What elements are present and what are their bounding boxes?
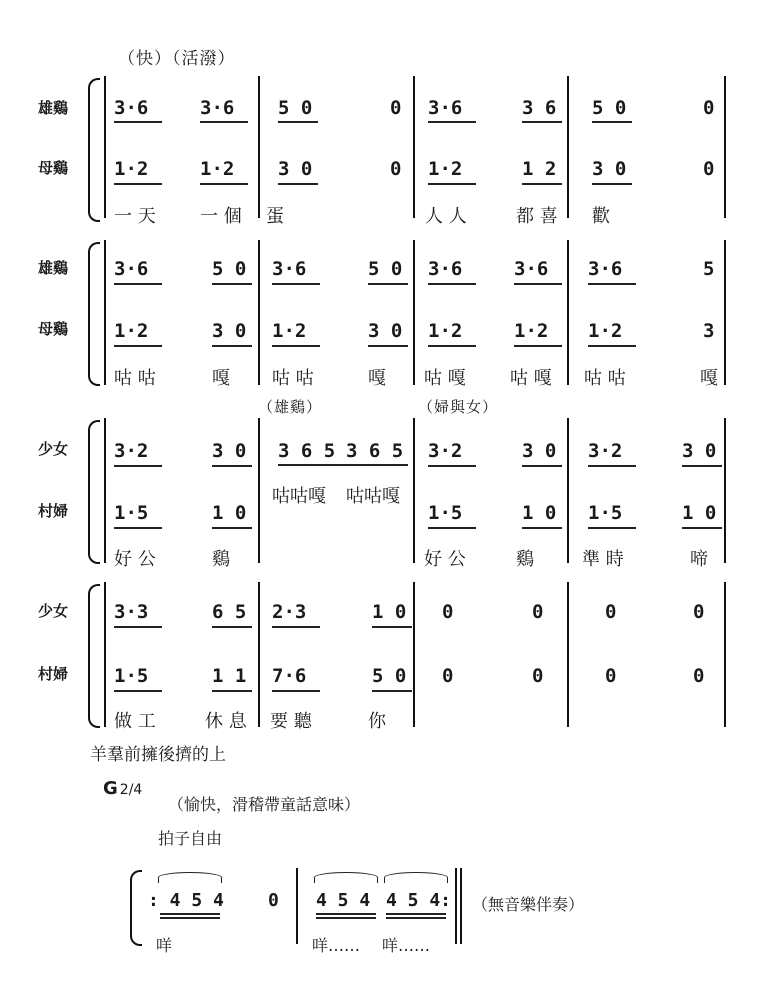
note-group: 3·6 (114, 258, 149, 280)
section-label-rooster: （雄鷄） (258, 398, 323, 416)
beam-underline (272, 626, 320, 628)
beam-underline (428, 121, 476, 123)
note-group: 1·5 (588, 502, 623, 524)
beam-underline (372, 690, 412, 692)
barline (258, 76, 260, 218)
lyric: 咕 咕 (272, 368, 314, 389)
beam-underline (114, 690, 162, 692)
beam-underline (200, 121, 248, 123)
stage-direction: 羊羣前擁後擠的上 (90, 745, 226, 765)
barline (258, 582, 260, 727)
lyric: 咩…… (312, 936, 361, 955)
system-brace-2 (88, 242, 100, 386)
beam-underline (272, 345, 320, 347)
note-group: 1·2 (428, 158, 463, 180)
beam-underline (160, 917, 220, 919)
beam-underline (588, 345, 636, 347)
note-group: 1 2 (522, 158, 557, 180)
lyric: 咩 (156, 936, 173, 955)
note-group: 3·6 (428, 97, 463, 119)
note-group: 5 0 (212, 258, 247, 280)
lyric: 做 工 (114, 711, 156, 732)
time-signature: 2/4 (119, 782, 143, 798)
note-group: 1·2 (200, 158, 235, 180)
note-group: 0 (442, 665, 454, 687)
beam-underline (386, 917, 446, 919)
lyric: 人 人 (425, 206, 467, 227)
slur (384, 872, 448, 883)
note-group: 3·2 (114, 440, 149, 462)
note-group: 3 6 5 (278, 440, 336, 462)
lyric: 咕 嘎 (510, 368, 552, 389)
note-group: 1·2 (428, 320, 463, 342)
slur (314, 872, 378, 883)
note-group: 0 (532, 665, 544, 687)
barline (104, 240, 106, 385)
note-group: 4 5 4: (386, 890, 452, 911)
voice-label-hen: 母鷄 (38, 159, 69, 177)
note-group: 1·2 (114, 158, 149, 180)
lyric: 都 喜 (516, 206, 558, 227)
note-group: 5 (703, 258, 715, 280)
note-group: 1·2 (114, 320, 149, 342)
barline (413, 418, 415, 563)
voice-label-girl: 少女 (38, 602, 69, 620)
note-group: 4 5 4 (316, 890, 371, 911)
lyric: 休 息 (205, 711, 247, 732)
barline (460, 868, 462, 944)
note-group: 3·2 (428, 440, 463, 462)
note-group: 1 0 (522, 502, 557, 524)
system-brace-5 (130, 870, 142, 946)
barline (258, 240, 260, 385)
lyric: 歡 (592, 206, 610, 227)
system-brace-1 (88, 78, 100, 222)
beam-underline (588, 283, 636, 285)
lyric: 咕 嘎 (424, 368, 466, 389)
beam-underline (278, 464, 408, 466)
beam-underline (278, 183, 318, 185)
beam-underline (428, 527, 476, 529)
beam-underline (114, 121, 162, 123)
note-group: 5 0 (278, 97, 313, 119)
barline (567, 240, 569, 385)
beam-underline (588, 527, 636, 529)
barline (567, 582, 569, 727)
lyric: 啼 (690, 549, 708, 570)
note-group: 1·2 (588, 320, 623, 342)
note-group: 3·6 (514, 258, 549, 280)
beam-underline (428, 465, 476, 467)
beam-underline (114, 626, 162, 628)
lyric: 咕咕嘎 (346, 486, 400, 507)
barline (104, 582, 106, 727)
note-group: 3·6 (272, 258, 307, 280)
lyric: 一 個 (200, 206, 242, 227)
note-group: 0 (605, 665, 617, 687)
note-group: 5 0 (368, 258, 403, 280)
slur (158, 872, 222, 883)
lyric: 咕 咕 (114, 368, 156, 389)
beam-underline (522, 465, 562, 467)
lyric: 嘎 (700, 368, 718, 389)
beam-underline (278, 121, 318, 123)
note-group: 1 0 (682, 502, 717, 524)
key-letter: G (103, 778, 118, 799)
beam-underline (682, 465, 722, 467)
beam-underline (588, 465, 636, 467)
beam-underline (272, 690, 320, 692)
note-group: : 4 5 4 (148, 890, 224, 911)
beam-underline (114, 283, 162, 285)
barline (724, 240, 726, 385)
note-group: 3 0 (368, 320, 403, 342)
barline (104, 418, 106, 563)
note-group: 6 5 (212, 601, 247, 623)
note-group: 3 6 5 (346, 440, 404, 462)
note-group: 3 0 (212, 440, 247, 462)
beam-underline (272, 283, 320, 285)
lyric: 好 公 (424, 549, 466, 570)
barline (413, 240, 415, 385)
note-group: 3·6 (428, 258, 463, 280)
note-group: 3·3 (114, 601, 149, 623)
note-group: 0 (532, 601, 544, 623)
note-group: 5 0 (592, 97, 627, 119)
note-group: 2·3 (272, 601, 307, 623)
note-group: 7·6 (272, 665, 307, 687)
barline (455, 868, 457, 944)
beam-underline (522, 183, 562, 185)
barline (258, 418, 260, 563)
note-group: 1·2 (272, 320, 307, 342)
beam-underline (522, 121, 562, 123)
voice-label-village-woman: 村婦 (38, 665, 69, 683)
beam-underline (114, 345, 162, 347)
accompaniment-instruction: （無音樂伴奏） (472, 895, 585, 914)
tempo-marking-1: （快）（活潑） (118, 49, 236, 69)
beam-underline (592, 121, 632, 123)
beam-underline (428, 283, 476, 285)
beam-underline (428, 345, 476, 347)
beam-underline (212, 690, 252, 692)
lyric: 一 天 (114, 206, 156, 227)
barline (724, 582, 726, 727)
barline (104, 76, 106, 218)
voice-label-village-woman: 村婦 (38, 502, 69, 520)
note-group: 1·5 (114, 502, 149, 524)
voice-label-rooster: 雄鷄 (38, 259, 69, 277)
beam-underline (592, 183, 632, 185)
beam-underline (368, 345, 408, 347)
note-group: 3·2 (588, 440, 623, 462)
lyric: 你 (368, 711, 386, 732)
note-group: 1 0 (372, 601, 407, 623)
beam-underline (200, 183, 248, 185)
barline (724, 418, 726, 563)
beam-underline (114, 465, 162, 467)
note-group: 0 (390, 97, 402, 119)
system-brace-4 (88, 584, 100, 728)
beam-underline (386, 913, 446, 915)
system-brace-3 (88, 420, 100, 564)
note-group: 3 0 (522, 440, 557, 462)
lyric: 咕咕嘎 (272, 486, 326, 507)
voice-label-girl: 少女 (38, 440, 69, 458)
beam-underline (368, 283, 408, 285)
lyric: 準 時 (582, 549, 624, 570)
beam-underline (212, 283, 252, 285)
note-group: 3·6 (588, 258, 623, 280)
note-group: 3 0 (592, 158, 627, 180)
lyric: 鷄 (212, 549, 230, 570)
beam-underline (372, 626, 412, 628)
lyric: 嘎 (212, 368, 230, 389)
note-group: 1·5 (114, 665, 149, 687)
note-group: 1·2 (514, 320, 549, 342)
beam-underline (514, 345, 562, 347)
note-group: 1 0 (212, 502, 247, 524)
lyric: 嘎 (368, 368, 386, 389)
note-group: 0 (390, 158, 402, 180)
note-group: 0 (442, 601, 454, 623)
beam-underline (114, 183, 162, 185)
lyric: 好 公 (114, 549, 156, 570)
note-group: 3·6 (114, 97, 149, 119)
beam-underline (682, 527, 722, 529)
note-group: 0 (703, 158, 715, 180)
beam-underline (114, 527, 162, 529)
note-group: 0 (703, 97, 715, 119)
beam-underline (514, 283, 562, 285)
beam-underline (316, 917, 376, 919)
barline (413, 582, 415, 727)
note-group: 1·5 (428, 502, 463, 524)
lyric: 鷄 (516, 549, 534, 570)
note-group: 3 0 (278, 158, 313, 180)
note-group: 5 0 (372, 665, 407, 687)
note-group: 1 1 (212, 665, 247, 687)
beam-underline (212, 345, 252, 347)
note-group: 3 (703, 320, 715, 342)
beam-underline (522, 527, 562, 529)
lyric: 咩…… (382, 936, 431, 955)
barline (413, 76, 415, 218)
barline (567, 418, 569, 563)
note-group: 3 0 (682, 440, 717, 462)
beam-underline (428, 183, 476, 185)
lyric: 咕 咕 (584, 368, 626, 389)
voice-label-hen: 母鷄 (38, 320, 69, 338)
note-group: 0 (605, 601, 617, 623)
barline (296, 868, 298, 944)
note-group: 0 (268, 890, 279, 911)
rhythm-note: 拍子自由 (158, 829, 223, 848)
beam-underline (212, 527, 252, 529)
beam-underline (160, 913, 220, 915)
barline (724, 76, 726, 218)
note-group: 0 (693, 665, 705, 687)
lyric: 要 聽 (270, 711, 312, 732)
note-group: 3 6 (522, 97, 557, 119)
note-group: 3 0 (212, 320, 247, 342)
lyric: 蛋 (266, 206, 284, 227)
note-group: 0 (693, 601, 705, 623)
voice-label-rooster: 雄鷄 (38, 99, 69, 117)
barline (567, 76, 569, 218)
tempo-marking-2: （愉快，滑稽帶童話意味） (168, 795, 361, 814)
beam-underline (212, 465, 252, 467)
key-signature (103, 778, 142, 799)
beam-underline (212, 626, 252, 628)
note-group: 3·6 (200, 97, 235, 119)
beam-underline (316, 913, 376, 915)
section-label-women: （婦與女） (418, 398, 499, 416)
